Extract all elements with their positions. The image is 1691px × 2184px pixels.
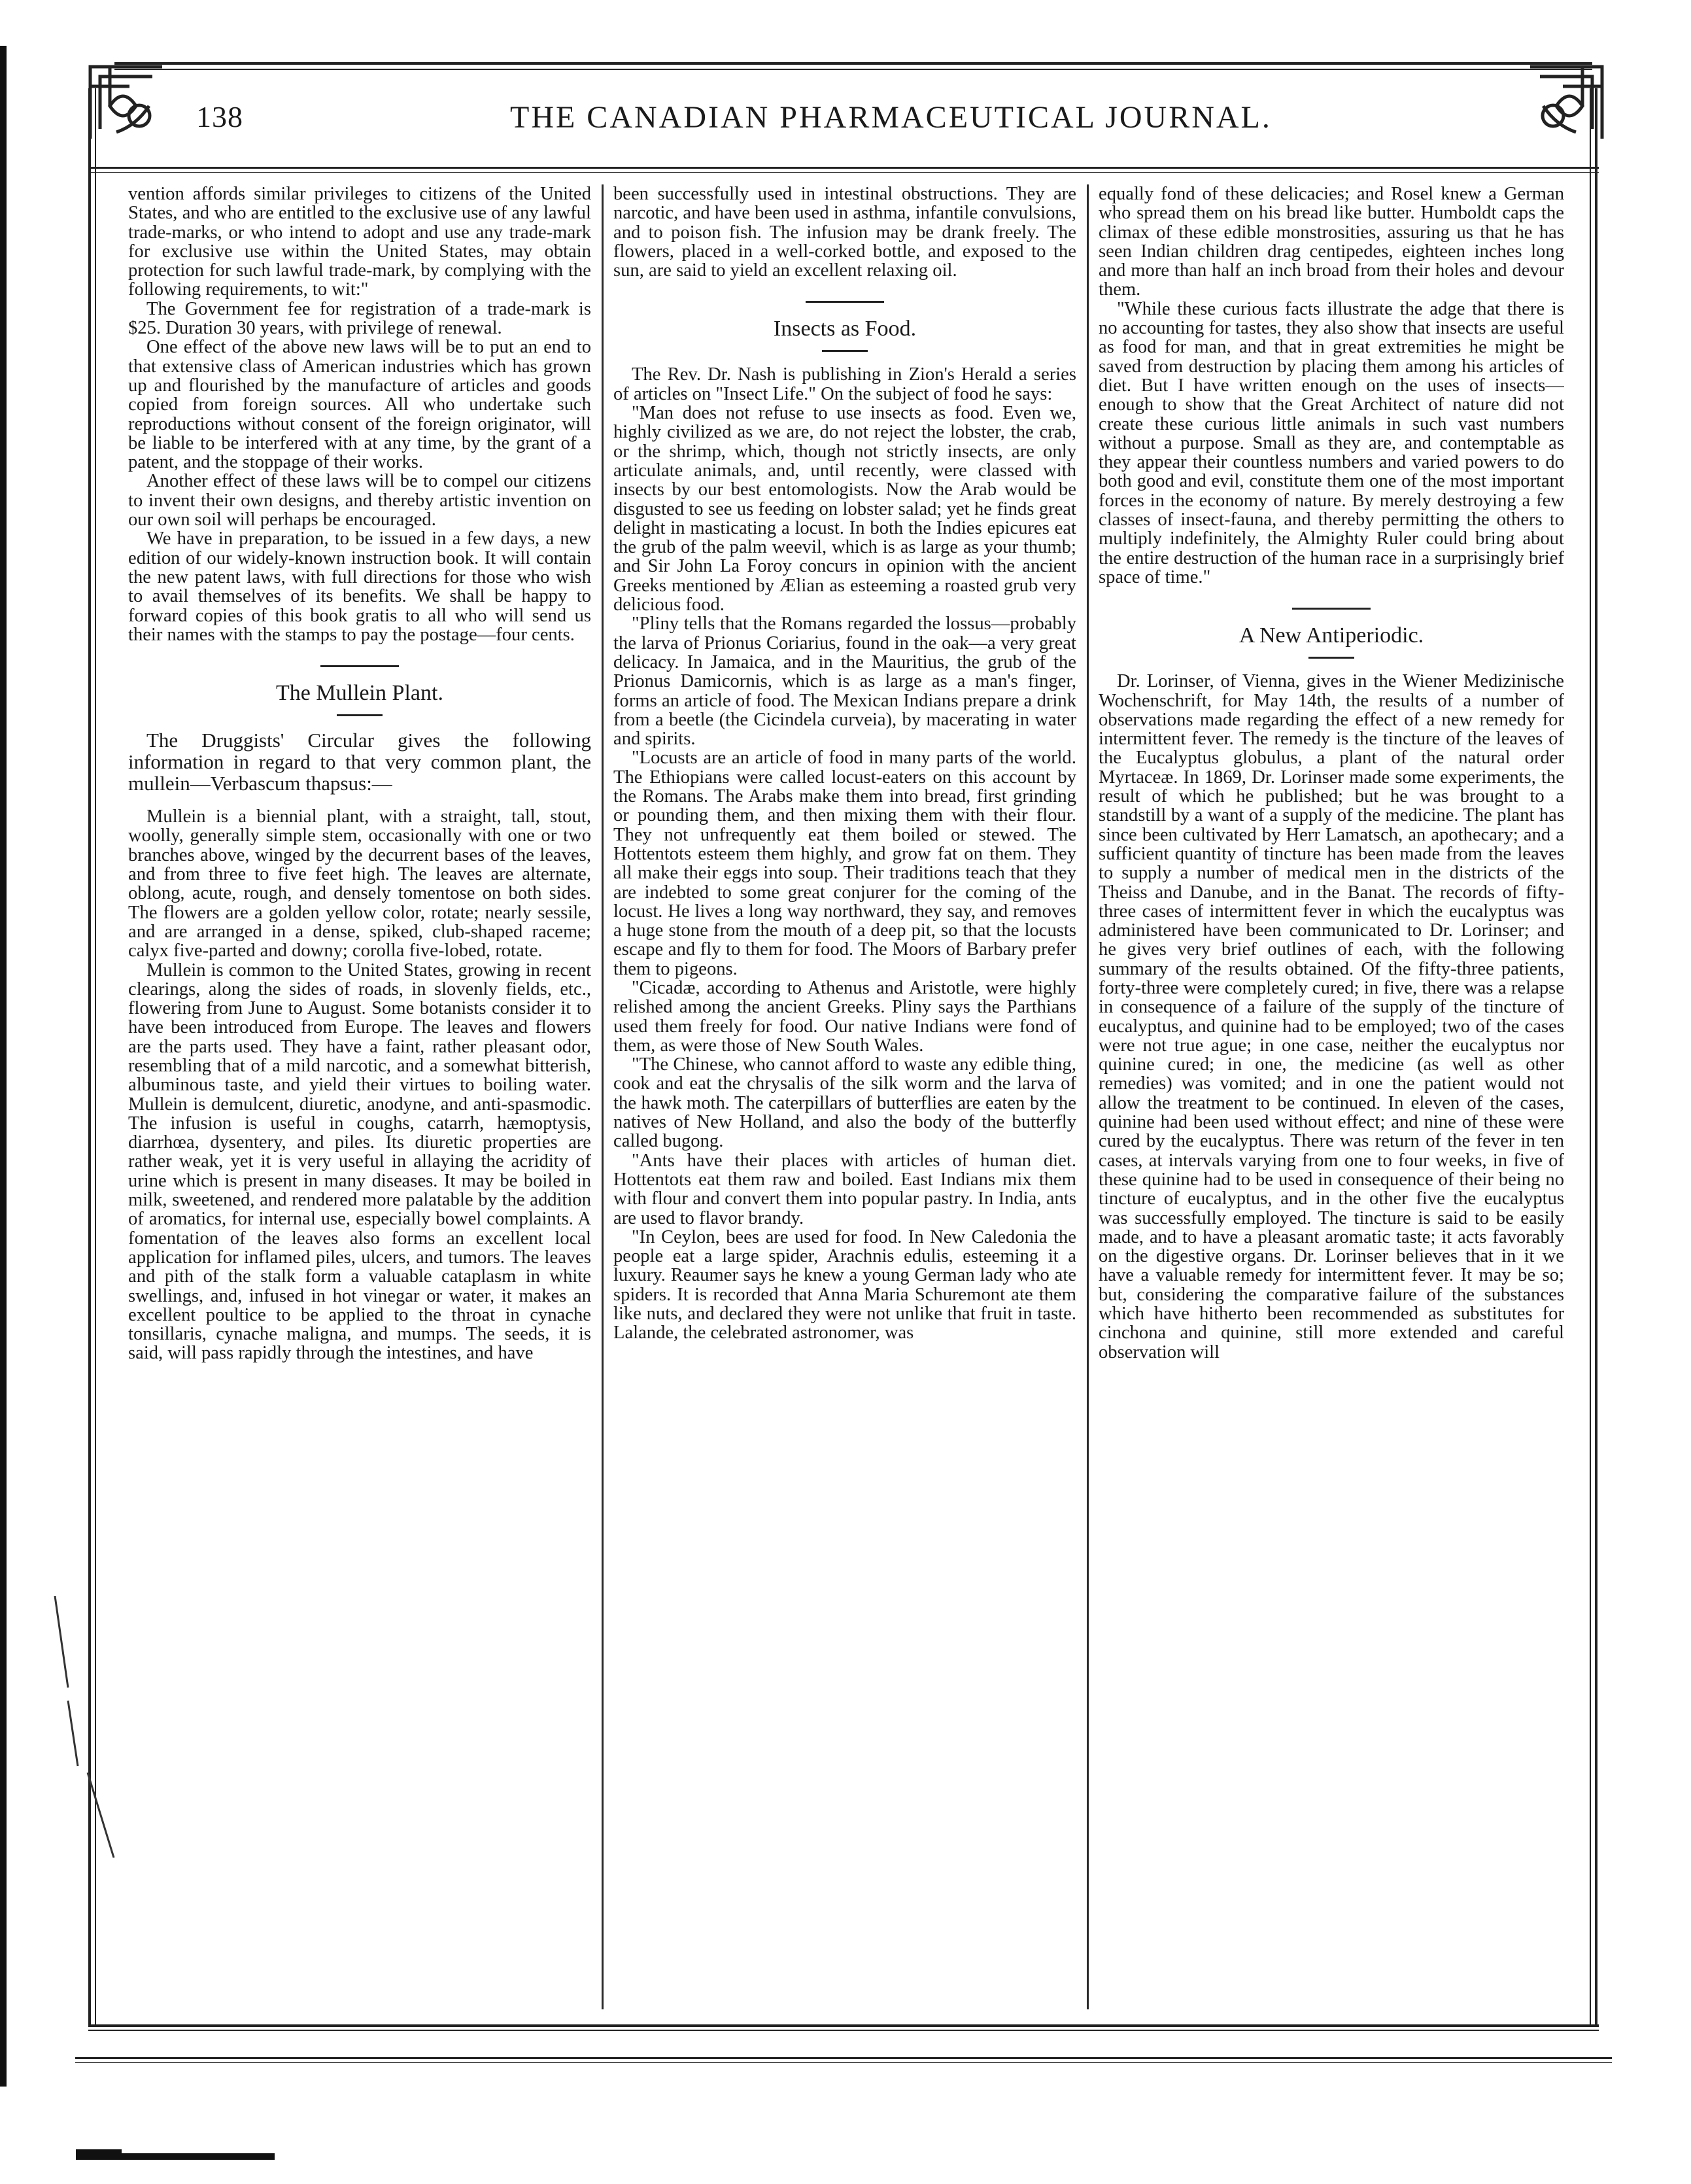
paragraph: One effect of the above new laws will be to put an end to that extensive class of American industries which has grown up and flourished by the manufacture of articles and goods copied from foreign sources. All who undertake such reproductions without consent of the foreign originator, will be liable to be interfered with at any time, by the grant of a patent, and the stoppage of their works. xyxy=(128,337,591,473)
paragraph: been successfully used in intestinal obstructions. They are narcotic, and have been used in asthma, infantile convulsions, and to poison fish. The infusion may be drank freely. The flowers, placed in a well-corked bottle, and exposed to the sun, are said to yield an excellent relaxing oil. xyxy=(613,184,1076,281)
section-intro: The Druggists' Circular gives the following information in regard to that very common plant, the mullein—Verbascum thapsus:— xyxy=(128,729,591,795)
paragraph: "Cicadæ, according to Athenus and Aristotle, were highly relished among the ancient Greeks. Pliny says the Parthians used them freely for food. Our native Indians were fond of them, as were those of New South Wales. xyxy=(613,977,1076,1056)
scan-foot-rule xyxy=(78,2153,275,2160)
section-heading-antiperiodic: A New Antiperiodic. xyxy=(1238,623,1424,648)
paragraph: "While these curious facts illustrate the adge that there is no accounting for tastes, they also show that insects are useful as food for man, and that in great extremities he might be saved from destruction by placing them among his articles of diet. But I have written enough on the uses of insects—enough to show that the Great Architect of nature did not create these curious little animals in such vast numbers without a purpose. Small as they are, and contemptable as they appear their countless numbers and varied powers to do both good and evil, constitute them one of the most important forces in the economy of nature. By merely destroying a few classes of insect-fauna, and thereby permitting the others to multiply indefinitely, the Almighty Ruler could bring about the entire destruction of the human race in a surprisingly brief space of time." xyxy=(1099,298,1564,587)
paragraph: "Locusts are an article of food in many parts of the world. The Ethiopians were called locust-eaters on this account by the Romans. The Arabs make them into bread, first grinding or pounding them, and then mixing them with their flour. They not unfrequently eat them boiled or stewed. The Hottentots esteem them highly, and grow fat on them. They all make their eggs into soup. Their traditions teach that they are indebted to some great conjurer for the coming of the locust. He lives a long way northward, they say, and removes a huge stone from the mouth of a deep pit, so that the locusts escape and fly to them for food. The Moors of Barbary prefer them to pigeons. xyxy=(613,748,1076,979)
paragraph: equally fond of these delicacies; and Rosel knew a German who spread them on his bread like butter. Humboldt caps the climax of these edible monstrosities, assuring us that he has seen Indian children drag centipedes, eighteen inches long and more than half an inch broad from their holes and devour them. xyxy=(1099,184,1564,300)
column-rule-1 xyxy=(602,184,604,2009)
paragraph: "The Chinese, who cannot afford to waste any edible thing, cook and eat the chrysalis of the silk worm and the larva of the hawk moth. The caterpillars of butterflies are eaten by the natives of New Holland, and also the body of the butterfly called bugong. xyxy=(613,1054,1076,1152)
section-heading-insects: Insects as Food. xyxy=(773,317,917,341)
journal-title: THE CANADIAN PHARMACEUTICAL JOURNAL. xyxy=(510,100,1272,135)
paragraph: Mullein is common to the United States, growing in recent clearings, along the sides of roads, in slovenly fields, etc., flowering from June to August. Some botanists consider it to have been introduced from Europe. The leaves and flowers are the parts used. They have a faint, rather pleasant odor, resembling that of a mild narcotic, and a somewhat bitterish, albuminous taste, and yield their virtues to boiling water. Mullein is demulcent, diuretic, anodyne, and anti-spasmodic. The infusion is useful in coughs, catarrh, hæmoptysis, diarrhœa, dysentery, and piles. Its diuretic properties are rather weak, yet it is very useful in allaying the acridity of urine which is present in many diseases. It may be boiled in milk, sweetened, and rendered more palatable by the addition of aromatics, for internal use, especially bowel complaints. A fomentation of the leaves also forms an excellent local application for inflamed piles, ulcers, and tumors. The leaves and pith of the stalk form a valuable cataplasm in white swellings, and, infused in hot vinegar or water, it makes an excellent poultice to be applied to the throat in cynache tonsillaris, cynache maligna, and mumps. The seeds, it is said, will pass rapidly through the intestines, and have xyxy=(128,960,591,1364)
column-rule-2 xyxy=(1087,184,1089,2009)
paragraph: vention affords similar privileges to citizens of the United States, and who are entitled to the exclusive use of any lawful trade-marks, or who intend to adopt and use any trade-mark for exclusive use within the United States, may obtain protection for such lawful trade-mark, by complying with the following requirements, to wit:" xyxy=(128,184,591,300)
paragraph: Dr. Lorinser, of Vienna, gives in the Wiener Medizinische Wochenschrift, for May 14th, the results of a number of observations made regarding the effect of a new remedy for intermittent fever. The remedy is the tincture of the leaves of the Eucalyptus globulus, a plant of the natural order Myrtaceæ. In 1869, Dr. Lorinser made some experiments, the result of which he published; but he was brought to a standstill by a want of a supply of the medicine. The plant has since been cultivated by Herr Lamatsch, an apothecary; and a sufficient quantity of tincture has been made from the leaves to supply a number of medical men in the districts of the Theiss and Danube, and in the Banat. The records of fifty-three cases of intermittent fever in which the eucalyptus was administered have been communicated to Dr. Lorinser; and he gives very brief outlines of each, with the following summary of the results obtained. Of the fifty-three patients, forty-three were completely cured; in five, there was a relapse in consequence of a failure of the supply of the tincture of eucalyptus, and quinine had to be employed; two of the cases were not true ague; in one case, neither the eucalyptus nor quinine cured; in one, the medicine (as well as other remedies) was vomited; and in one the patient would not allow the treatment to be continued. In eleven of the cases, quinine had been used without effect; and nine of these were cured by the eucalyptus. There was return of the fever in ten cases, at intervals varying from one to four weeks, in five of these quinine had to be used in consequence of their being no tincture of eucalyptus, and in the other five the eucalyptus was successfully employed. The tincture is said to be easily made, and to have a pleasant aromatic taste; it acts favorably on the digestive organs. Dr. Lorinser believes that in it we have a valuable remedy for intermittent fever. It may be so; but, considering the comparative failure of the substances which have hitherto been recommended as substitutes for cinchona and quinine, still more extended and careful observation will xyxy=(1099,671,1564,1362)
paragraph: Mullein is a biennial plant, with a straight, tall, stout, woolly, generally simple stem, occasionally with one or two branches above, winged by the decurrent bases of the leaves, and from three to five feet high. The leaves are alternate, oblong, acute, rough, and densely tomentose on both sides. The flowers are a golden yellow color, rotate; nearly sessile, and are arranged in a dense, spiked, club-shaped raceme; calyx five-parted and downy; corolla five-lobed, rotate. xyxy=(128,806,591,962)
corner-ornament-top-left xyxy=(77,54,175,152)
paragraph: Another effect of these laws will be to compel our citizens to invent their own designs, and thereby artistic invention on our own soil will perhaps be encouraged. xyxy=(128,471,591,530)
scan-margin-rule xyxy=(0,46,7,2087)
paragraph: "Man does not refuse to use insects as food. Even we, highly civilized as we are, do not reject the lobster, the crab, or the shrimp, which, though not strictly insects, are only articulate animals, and, until recently, were classed with insects by our best entomologists. Now the Arab would be disgusted to see us feeding on lobster salad; yet he finds great delight in masticating a locust. In both the Indies epicures eat the grub of the palm weevil, which is as large as your thumb; and Sir John La Foroy concurs in opinion with the ancient Greeks mentioned by Ælian as esteeming a roasted grub very delicious food. xyxy=(613,403,1076,615)
paragraph: We have in preparation, to be issued in a few days, a new edition of our widely-known instruction book. It will contain the new patent laws, with full directions for those who wish to avail themselves of its benefits. We shall be happy to forward copies of this book gratis to all who will send us their names with the stamps to pay the postage—four cents. xyxy=(128,529,591,645)
column-1 xyxy=(128,184,591,2003)
column-2 xyxy=(613,184,1076,2003)
margin-pencil-marks xyxy=(42,1596,120,1858)
page-number: 138 xyxy=(196,100,243,133)
section-heading-mullein: The Mullein Plant. xyxy=(276,681,443,706)
paragraph: "In Ceylon, bees are used for food. In New Caledonia the people eat a large spider, Arachnis edulis, esteeming it a luxury. Reaumer says he knew a young German lady who ate spiders. It is recorded that Anna Maria Schuremont ate them like nuts, and declared they were not unlike that fruit in taste. Lalande, the celebrated astronomer, was xyxy=(613,1226,1076,1343)
running-head xyxy=(196,99,1609,152)
column-3 xyxy=(1099,184,1564,2003)
paragraph: "Ants have their places with articles of human diet. Hottentots eat them raw and boiled. East Indians mix them with flour and convert them into popular pastry. In India, ants are used to flavor brandy. xyxy=(613,1150,1076,1228)
paragraph: "Pliny tells that the Romans regarded the lossus—probably the larva of Prionus Coriarius, found in the oak—a very great delicacy. In Jamaica, and in the Mauritius, the grub of the Prionus Damicornis, which is as large as a man's finger, forms an article of food. The Mexican Indians prepare a drink from a beetle (the Cicindela curveia), by macerating in water and spirits. xyxy=(613,614,1076,750)
paragraph: The Government fee for registration of a trade-mark is $25. Duration 30 years, with privilege of renewal. xyxy=(128,298,591,339)
paragraph: The Rev. Dr. Nash is publishing in Zion's Herald a series of articles on "Insect Life." On the subject of food he says: xyxy=(613,364,1076,404)
